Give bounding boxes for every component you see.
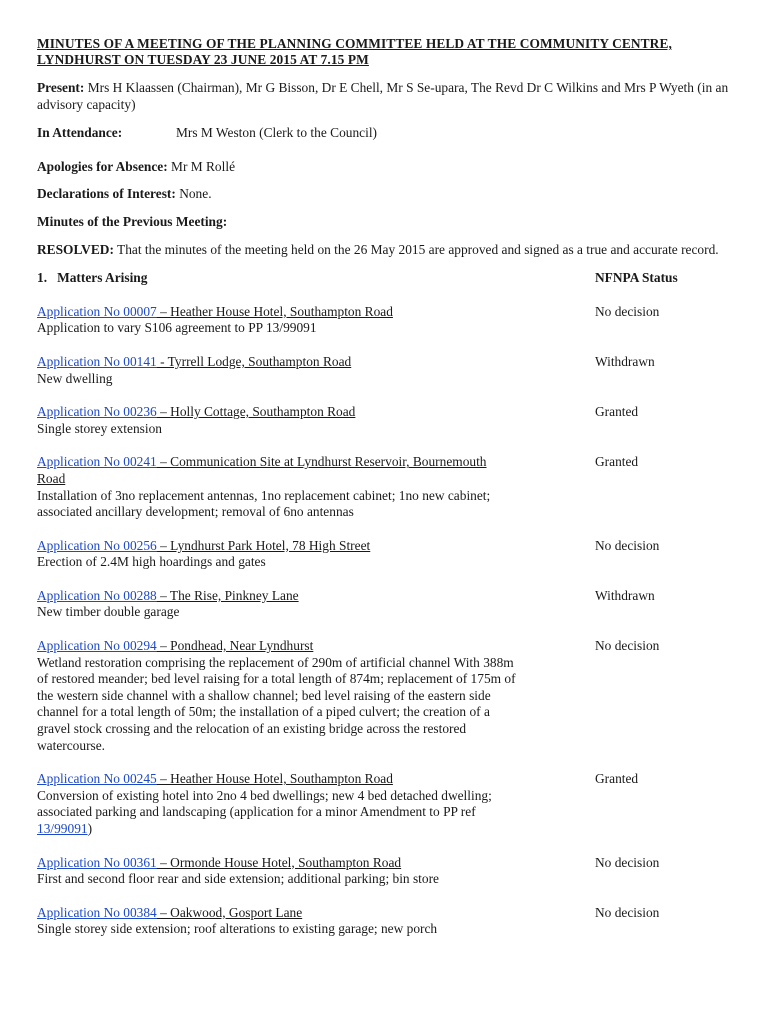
application-location: – Pondhead, Near Lyndhurst (156, 638, 314, 654)
present-text: Mrs H Klaassen (Chairman), Mr G Bisson, Dr E Chell, Mr S Se-upara, The Revd Dr C Wilkins and Mrs P Wyeth (in an advisory capacity) (37, 80, 729, 112)
application-item (37, 638, 734, 754)
minutes-content (37, 36, 734, 938)
application-status: Withdrawn (595, 587, 655, 603)
application-heading (37, 638, 517, 655)
application-description: Erection of 2.4M high hoardings and gates (37, 554, 266, 570)
application-description: Installation of 3no replacement antennas, 1no replacement cabinet; 1no new cabinet; associated ancillary development; removal of 6no antennas (37, 487, 491, 520)
application-list (37, 287, 734, 938)
matters-arising-header (37, 270, 734, 287)
application-item (37, 905, 734, 938)
previous-minutes-heading: Minutes of the Previous Meeting: (37, 213, 228, 229)
attendance-text: Mrs M Weston (Clerk to the Council) (176, 125, 378, 141)
application-item (37, 354, 734, 387)
application-status: No decision (595, 904, 660, 920)
application-location: – Lyndhurst Park Hotel, 78 High Street (156, 537, 371, 553)
application-item (37, 538, 734, 571)
application-location: – Communication Site at Lyndhurst Reservoir, Bournemouth Road (37, 454, 487, 486)
resolved-label: RESOLVED: (37, 241, 114, 257)
application-link[interactable]: Application No 00361 (37, 854, 157, 870)
application-heading (37, 304, 517, 321)
apologies-label: Apologies for Absence: (37, 158, 168, 174)
application-description: Single storey side extension; roof alterations to existing garage; new porch (37, 921, 438, 937)
application-location: – Heather House Hotel, Southampton Road (156, 303, 393, 319)
declarations-paragraph (37, 186, 734, 203)
status-column-heading: NFNPA Status (595, 270, 678, 286)
application-link[interactable]: Application No 00294 (37, 638, 157, 654)
attendance-label: In Attendance: (37, 125, 123, 141)
application-location: – Heather House Hotel, Southampton Road (156, 771, 393, 787)
present-paragraph (37, 80, 734, 113)
declarations-label: Declarations of Interest: (37, 186, 176, 202)
application-link[interactable]: Application No 00241 (37, 454, 157, 470)
apologies-text: Mr M Rollé (167, 158, 236, 174)
declarations-text: None. (175, 186, 212, 202)
application-heading (37, 771, 517, 788)
application-heading (37, 855, 517, 872)
application-status: No decision (595, 537, 660, 553)
application-description: First and second floor rear and side extension; additional parking; bin store (37, 871, 439, 887)
application-status: No decision (595, 854, 660, 870)
application-heading (37, 454, 517, 487)
application-link[interactable]: Application No 00236 (37, 404, 157, 420)
application-item (37, 855, 734, 888)
application-link[interactable]: Application No 00007 (37, 303, 157, 319)
apologies-paragraph (37, 159, 734, 176)
permission-reference-link[interactable]: 13/99091 (37, 821, 88, 836)
application-item (37, 771, 734, 837)
application-location: - Tyrrell Lodge, Southampton Road (156, 353, 352, 369)
application-heading (37, 588, 517, 605)
application-item (37, 404, 734, 437)
application-item (37, 454, 734, 520)
application-status: No decision (595, 303, 660, 319)
application-link[interactable]: Application No 00256 (37, 537, 157, 553)
application-location: – Ormonde House Hotel, Southampton Road (156, 854, 402, 870)
application-location: – The Rise, Pinkney Lane (156, 587, 299, 603)
application-description: Wetland restoration comprising the replacement of 290m of artificial channel With 388m of restored meander; bed level raising for a total length of 874m; replacement of 175m of the western side channel with a shallow channel; bed level raising of the eastern side channel for a total length of 50m; the installation of a piped culvert; the creation of a gravel stock crossing and the relocation of an existing bridge across the restored watercourse. (37, 654, 516, 753)
application-heading (37, 404, 517, 421)
application-item (37, 304, 734, 337)
application-location: – Oakwood, Gosport Lane (156, 904, 303, 920)
application-description: Single storey extension (37, 420, 162, 436)
resolved-paragraph (37, 242, 734, 259)
application-heading (37, 538, 517, 555)
application-item (37, 588, 734, 621)
application-description: New timber double garage (37, 604, 180, 620)
application-link[interactable]: Application No 00245 (37, 771, 157, 787)
present-label: Present: (37, 80, 85, 95)
application-description: Application to vary S106 agreement to PP 13/99091 (37, 320, 317, 336)
application-status: Granted (595, 404, 639, 420)
document-title: MINUTES OF A MEETING OF THE PLANNING COMMITTEE HELD AT THE COMMUNITY CENTRE, LYNDHURST ON TUESDAY 23 JUNE 2015 AT 7.15 PM (37, 36, 672, 67)
application-location: – Holly Cottage, Southampton Road (156, 404, 356, 420)
application-link[interactable]: Application No 00141 (37, 353, 157, 369)
application-status: Granted (595, 454, 639, 470)
attendance-paragraph (37, 125, 734, 142)
application-link[interactable]: Application No 00384 (37, 904, 157, 920)
application-link[interactable]: Application No 00288 (37, 587, 157, 603)
resolved-text: That the minutes of the meeting held on the 26 May 2015 are approved and signed as a true and accurate record. (113, 241, 719, 257)
application-status: Granted (595, 771, 639, 787)
application-heading (37, 354, 517, 371)
application-heading (37, 905, 517, 922)
application-status: No decision (595, 638, 660, 654)
application-description: Conversion of existing hotel into 2no 4 bed dwellings; new 4 bed detached dwelling; associated parking and landscaping (application for a minor Amendment to PP ref 13/99091) (37, 787, 492, 836)
application-status: Withdrawn (595, 353, 655, 369)
application-description: New dwelling (37, 370, 113, 386)
section-heading: 1. Matters Arising (37, 270, 148, 286)
